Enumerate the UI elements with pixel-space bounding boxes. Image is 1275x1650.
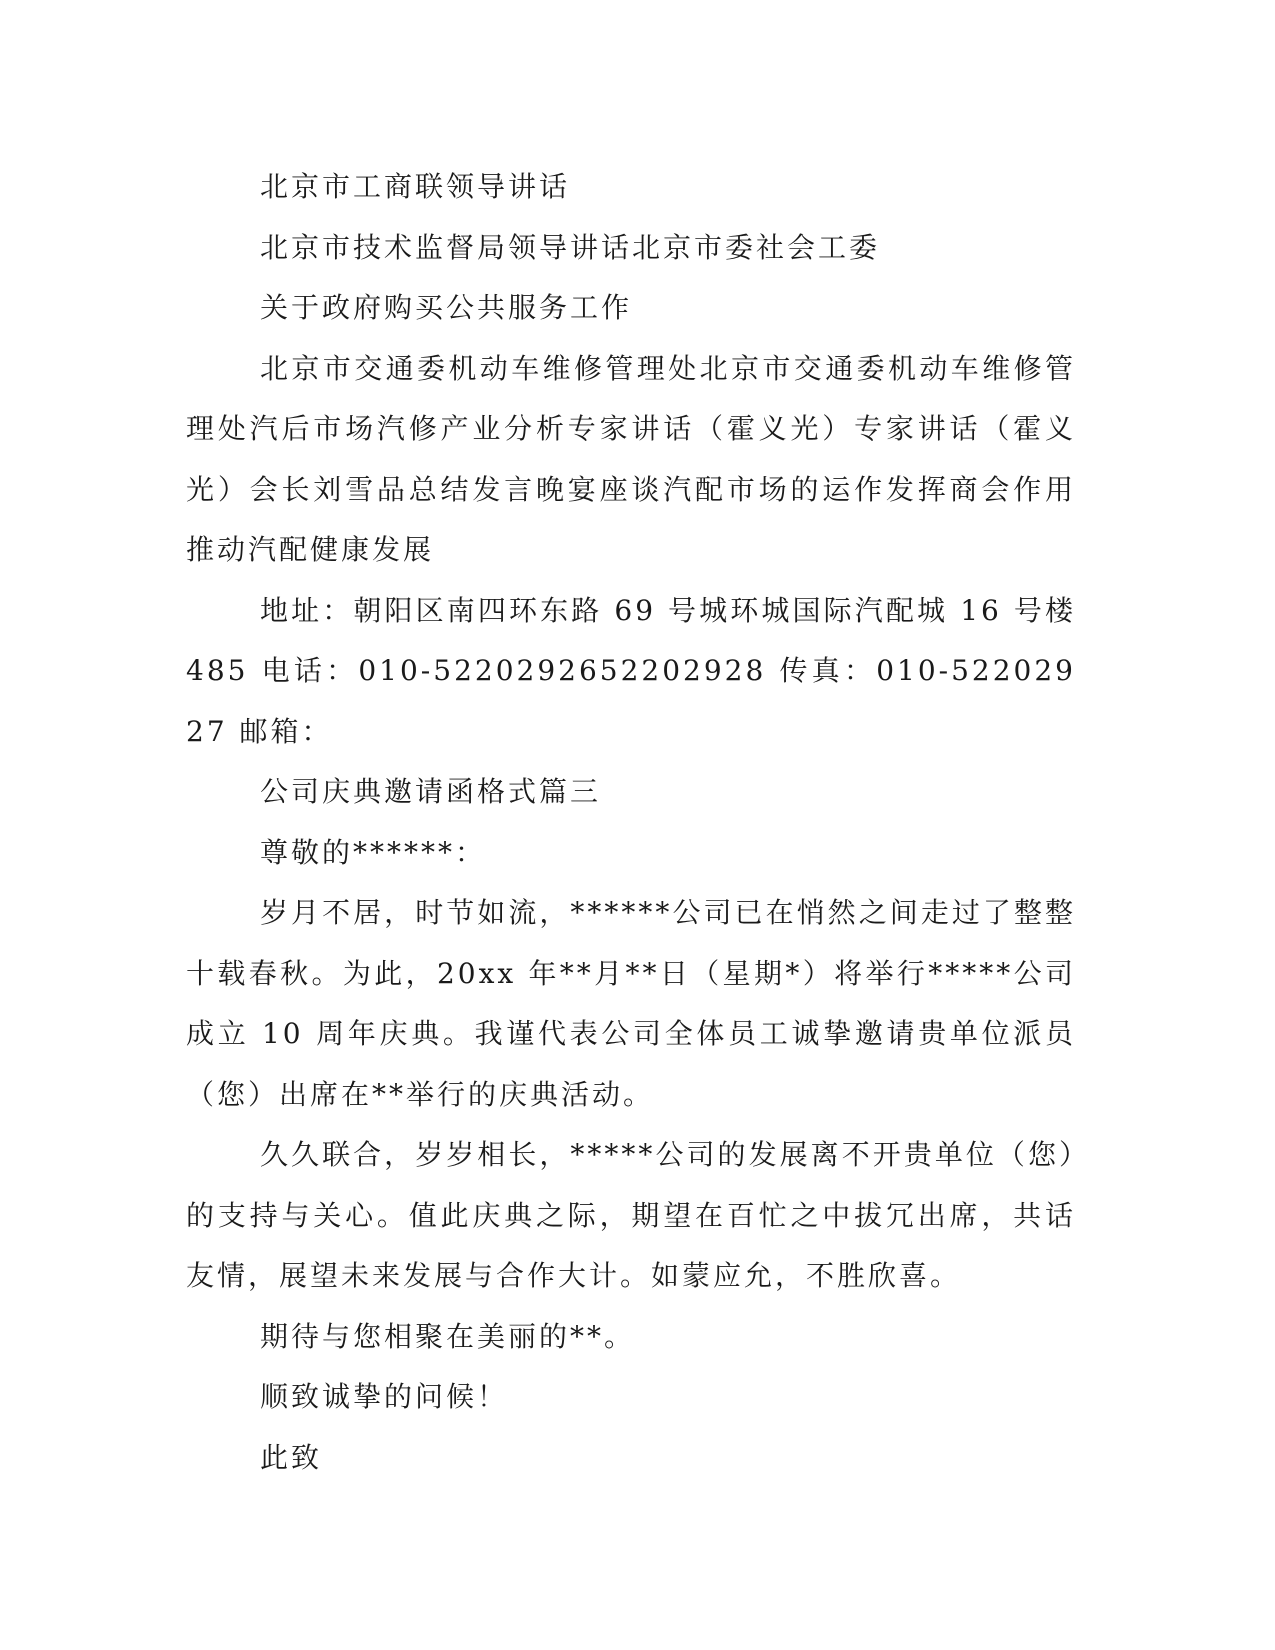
document-body <box>186 157 1076 1488</box>
paragraph-contact-info: 地址：朝阳区南四环东路 69 号城环城国际汽配城 16 号楼 485 电话：010-5220292652202928 传真：010-52202927 邮箱： <box>186 593 1076 748</box>
section-heading: 公司庆典邀请函格式篇三 <box>260 775 602 808</box>
paragraph-invitation: 岁月不居，时节如流，******公司已在悄然之间走过了整整十载春秋。为此，20xx 年**月**日（星期*）将举行*****公司成立 10 周年庆典。我谨代表公司全体员工诚挚邀请贵单位派员（您）出席在**举行的庆典活动。 <box>186 896 1076 1111</box>
paragraph-agenda: 北京市交通委机动车维修管理处北京市交通委机动车维修管理处汽后市场汽修产业分析专家讲话（霍义光）专家讲话（霍义光）会长刘雪品总结发言晚宴座谈汽配市场的运作发挥商会作用推动汽配健康发展 <box>186 351 1076 566</box>
paragraph-public-service: 关于政府购买公共服务工作 <box>260 291 633 324</box>
paragraph-looking-forward: 期待与您相聚在美丽的**。 <box>260 1319 636 1353</box>
paragraph-regards: 顺致诚挚的问候！ <box>260 1380 509 1413</box>
salutation: 尊敬的******： <box>260 835 487 869</box>
paragraph-leader-speech-federation: 北京市工商联领导讲话 <box>260 170 571 203</box>
paragraph-leader-speech-supervision: 北京市技术监督局领导讲话北京市委社会工委 <box>260 230 881 264</box>
paragraph-support: 久久联合，岁岁相长，*****公司的发展离不开贵单位（您）的支持与关心。值此庆典之际，期望在百忙之中拔冗出席，共话友情，展望未来发展与合作大计。如蒙应允，不胜欣喜。 <box>186 1138 1076 1292</box>
closing: 此致 <box>260 1440 323 1474</box>
